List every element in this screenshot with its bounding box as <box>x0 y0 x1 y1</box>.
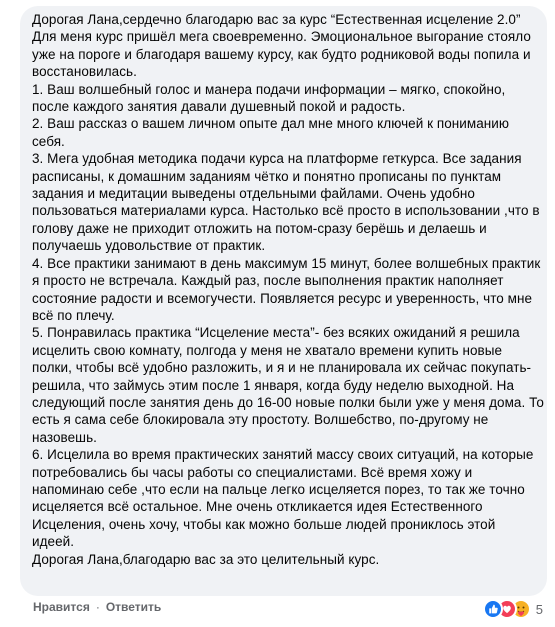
like-icon <box>483 599 503 619</box>
comment-text <box>32 11 544 568</box>
comment-line: себя. <box>32 133 65 149</box>
comment-line: Дорогая Лана,сердечно благодарю вас за курс “Естественная исцеление 2.0” <box>32 12 521 27</box>
comment-line: 1. Ваш волшебный голос и манера подачи информации – мягко, спокойно, <box>32 81 506 97</box>
comment-line: есть я сама себе блокировала эту простоту. Волшебство, по-другому не <box>32 412 489 428</box>
comment-line: Исцеления, очень хочу, чтобы как можно больше людей прониклось этой <box>32 516 496 532</box>
comment-line: расписаны, к домашним заданиям чётко и понятно прописаны по пунктам <box>32 168 502 184</box>
reply-button[interactable]: Ответить <box>105 600 162 614</box>
comment-bubble <box>20 6 547 596</box>
comment-line: напоминаю себе ,что если на пальце легко исцеляется порез, то так же точно <box>32 481 525 497</box>
comment-line: исцелить свою комнату, полгода у меня не хватало времени купить новые <box>32 342 503 358</box>
comment-line: 2. Ваш рассказ о вашем личном опыте дал мне много ключей к пониманию <box>32 116 510 132</box>
comment-line: состояние радости и всемогучести. Появляется ресурс и уверенность, что мне <box>32 290 533 306</box>
comment-line: следующий после занятия день до 16-00 новые полки были уже у меня дома. То <box>32 394 544 410</box>
comment-line: уже на пороге и благодаря вашему курсу, как будто родниковой воды попила и <box>32 46 531 62</box>
comment-line: задания и медитации выведены отдельными файлами. Очень удобно <box>32 186 475 202</box>
comment-line: идеей. <box>32 534 75 550</box>
comment-line: всё по плечу. <box>32 307 115 323</box>
comment-line: 5. Понравилась практика “Исцеление места”- без всяких ожиданий я решила <box>32 325 520 341</box>
comment-line: полки, чтобы всё удобно разложить, и я и не планировала их сейчас покупать- <box>32 360 532 376</box>
like-button[interactable]: Нравится <box>33 600 90 614</box>
comment-line: исцеляется всё остальное. Мне очень откликается идея Естественного <box>32 499 483 515</box>
comment-line: назовешь. <box>32 429 97 445</box>
comment-line: пользоваться материалами курса. Настолько всё просто в использовании ,что в <box>32 203 540 219</box>
comment-line: решила, что займусь этим после 1 января, когда буду неделю выходной. На <box>32 377 515 393</box>
comment-line: получаешь удовольствие от практик. <box>32 238 266 254</box>
comment-line: Для меня курс пришёл мега своевременно. Эмоциональное выгорание стояло <box>32 29 531 45</box>
comment-line: потребовались бы часы работы со специалистами. Всё время хожу и <box>32 464 473 480</box>
comment-line: Дорогая Лана,благодарю вас за это целительный курс. <box>32 551 380 567</box>
comment-line: голову даже не приходит отложить на потом-сразу берёшь и делаешь и <box>32 220 487 236</box>
reaction-count: 5 <box>535 601 543 617</box>
comment-line: 6. Исцелила во время практических занятий массу своих ситуаций, на которые <box>32 447 534 463</box>
comment-line: 4. Все практики занимают в день максимум 15 минут, более волшебных практик <box>32 255 541 271</box>
comment-line: восстановилась. <box>32 64 137 80</box>
actions-separator: · <box>95 600 100 614</box>
comment-actions <box>33 600 161 614</box>
reactions-summary[interactable] <box>483 599 543 619</box>
comment-line: я просто не встречала. Каждый раз, после выполнения практик наполняет <box>32 273 504 289</box>
comment-line: 3. Мега удобная методика подачи курса на платформе геткурса. Все задания <box>32 151 522 167</box>
comment-line: после каждого занятия давали душевный покой и радость. <box>32 99 406 115</box>
